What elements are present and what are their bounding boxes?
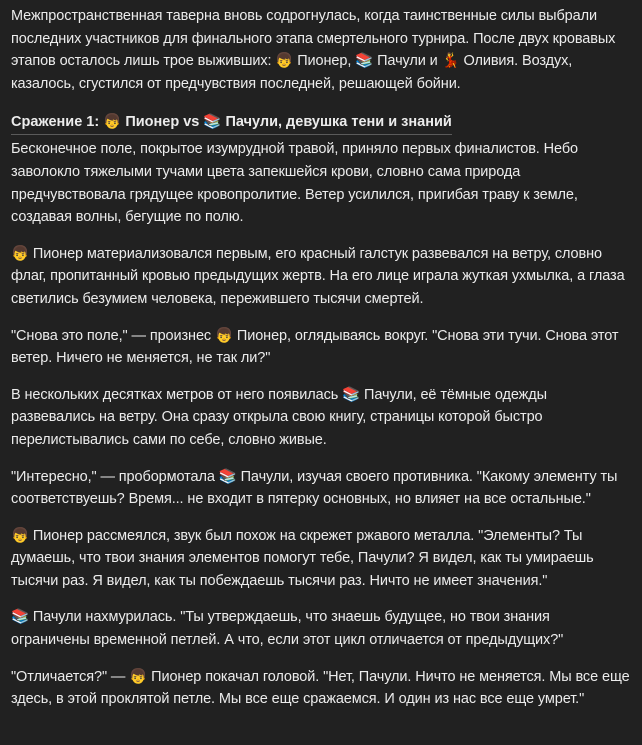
story-paragraph: "Интересно," — пробормотала 📚 Пачули, изучая своего противника. "Какому элементу ты соответствуешь? Время... не входит в пятерку основных, но влияет на все остальные." [11, 468, 618, 508]
story-paragraph: 👦 Пионер рассмеялся, звук был похож на скрежет ржавого металла. "Элементы? Ты думаешь, что твои знания элементов помогут тебе, Пачули? Я видел, как ты умираешь тысячи раз. Я видел, как ты побеждаешь тысячи раз. Ничто не имеет значения." [11, 527, 594, 589]
battle-heading-wrap [11, 111, 631, 135]
story-paragraph: 📚 Пачули нахмурилась. "Ты утверждаешь, что знаешь будущее, но твои знания ограничены временной петлей. А что, если этот цикл отличается от предыдущих?" [11, 609, 564, 649]
story-paragraph: "Отличается?" — 👦 Пионер покачал головой. "Нет, Пачули. Ничто не меняется. Мы все еще здесь, в этой проклятой петле. Мы все еще сражаемся. И один из нас все еще умрет." [11, 668, 630, 708]
battle-heading: Сражение 1: 👦 Пионер vs 📚 Пачули, девушка тени и знаний [11, 111, 452, 135]
story-paragraph: 👦 Пионер материализовался первым, его красный галстук развевался на ветру, словно флаг, пропитанный кровью предыдущих жертв. На его лице играла жуткая ухмылка, а глаза светились безумием человека, пережившего тысячи смертей. [11, 245, 625, 307]
story-paragraph: Бесконечное поле, покрытое изумрудной травой, приняло первых финалистов. Небо заволокло тяжелыми тучами цвета запекшейся крови, словно сама природа предчувствовала грядущее кровопролитие. Ветер усилился, пригибая траву к земле, создавая волны, бегущие по полю. [11, 141, 579, 226]
intro-paragraph: Межпространственная таверна вновь содрогнулась, когда таинственные силы выбрали последних участников для финального этапа смертельного турнира. После двух кровавых этапов осталось лишь трое выживших: 👦 Пионер, 📚 Пачули и 💃 Оливия. Воздух, казалось, сгустился от предчувствия последней, решающей бойни. [11, 8, 616, 92]
story-paragraph: В нескольких десятках метров от него появилась 📚 Пачули, её тёмные одежды развевались на ветру. Она сразу открыла свою книгу, страницы которой быстро перелистывались сами по себе, словно живые. [11, 386, 547, 448]
story-paragraph: "Снова это поле," — произнес 👦 Пионер, оглядываясь вокруг. "Снова эти тучи. Снова этот ветер. Ничего не меняется, не так ли?" [11, 327, 619, 367]
story-document [0, 5, 642, 711]
